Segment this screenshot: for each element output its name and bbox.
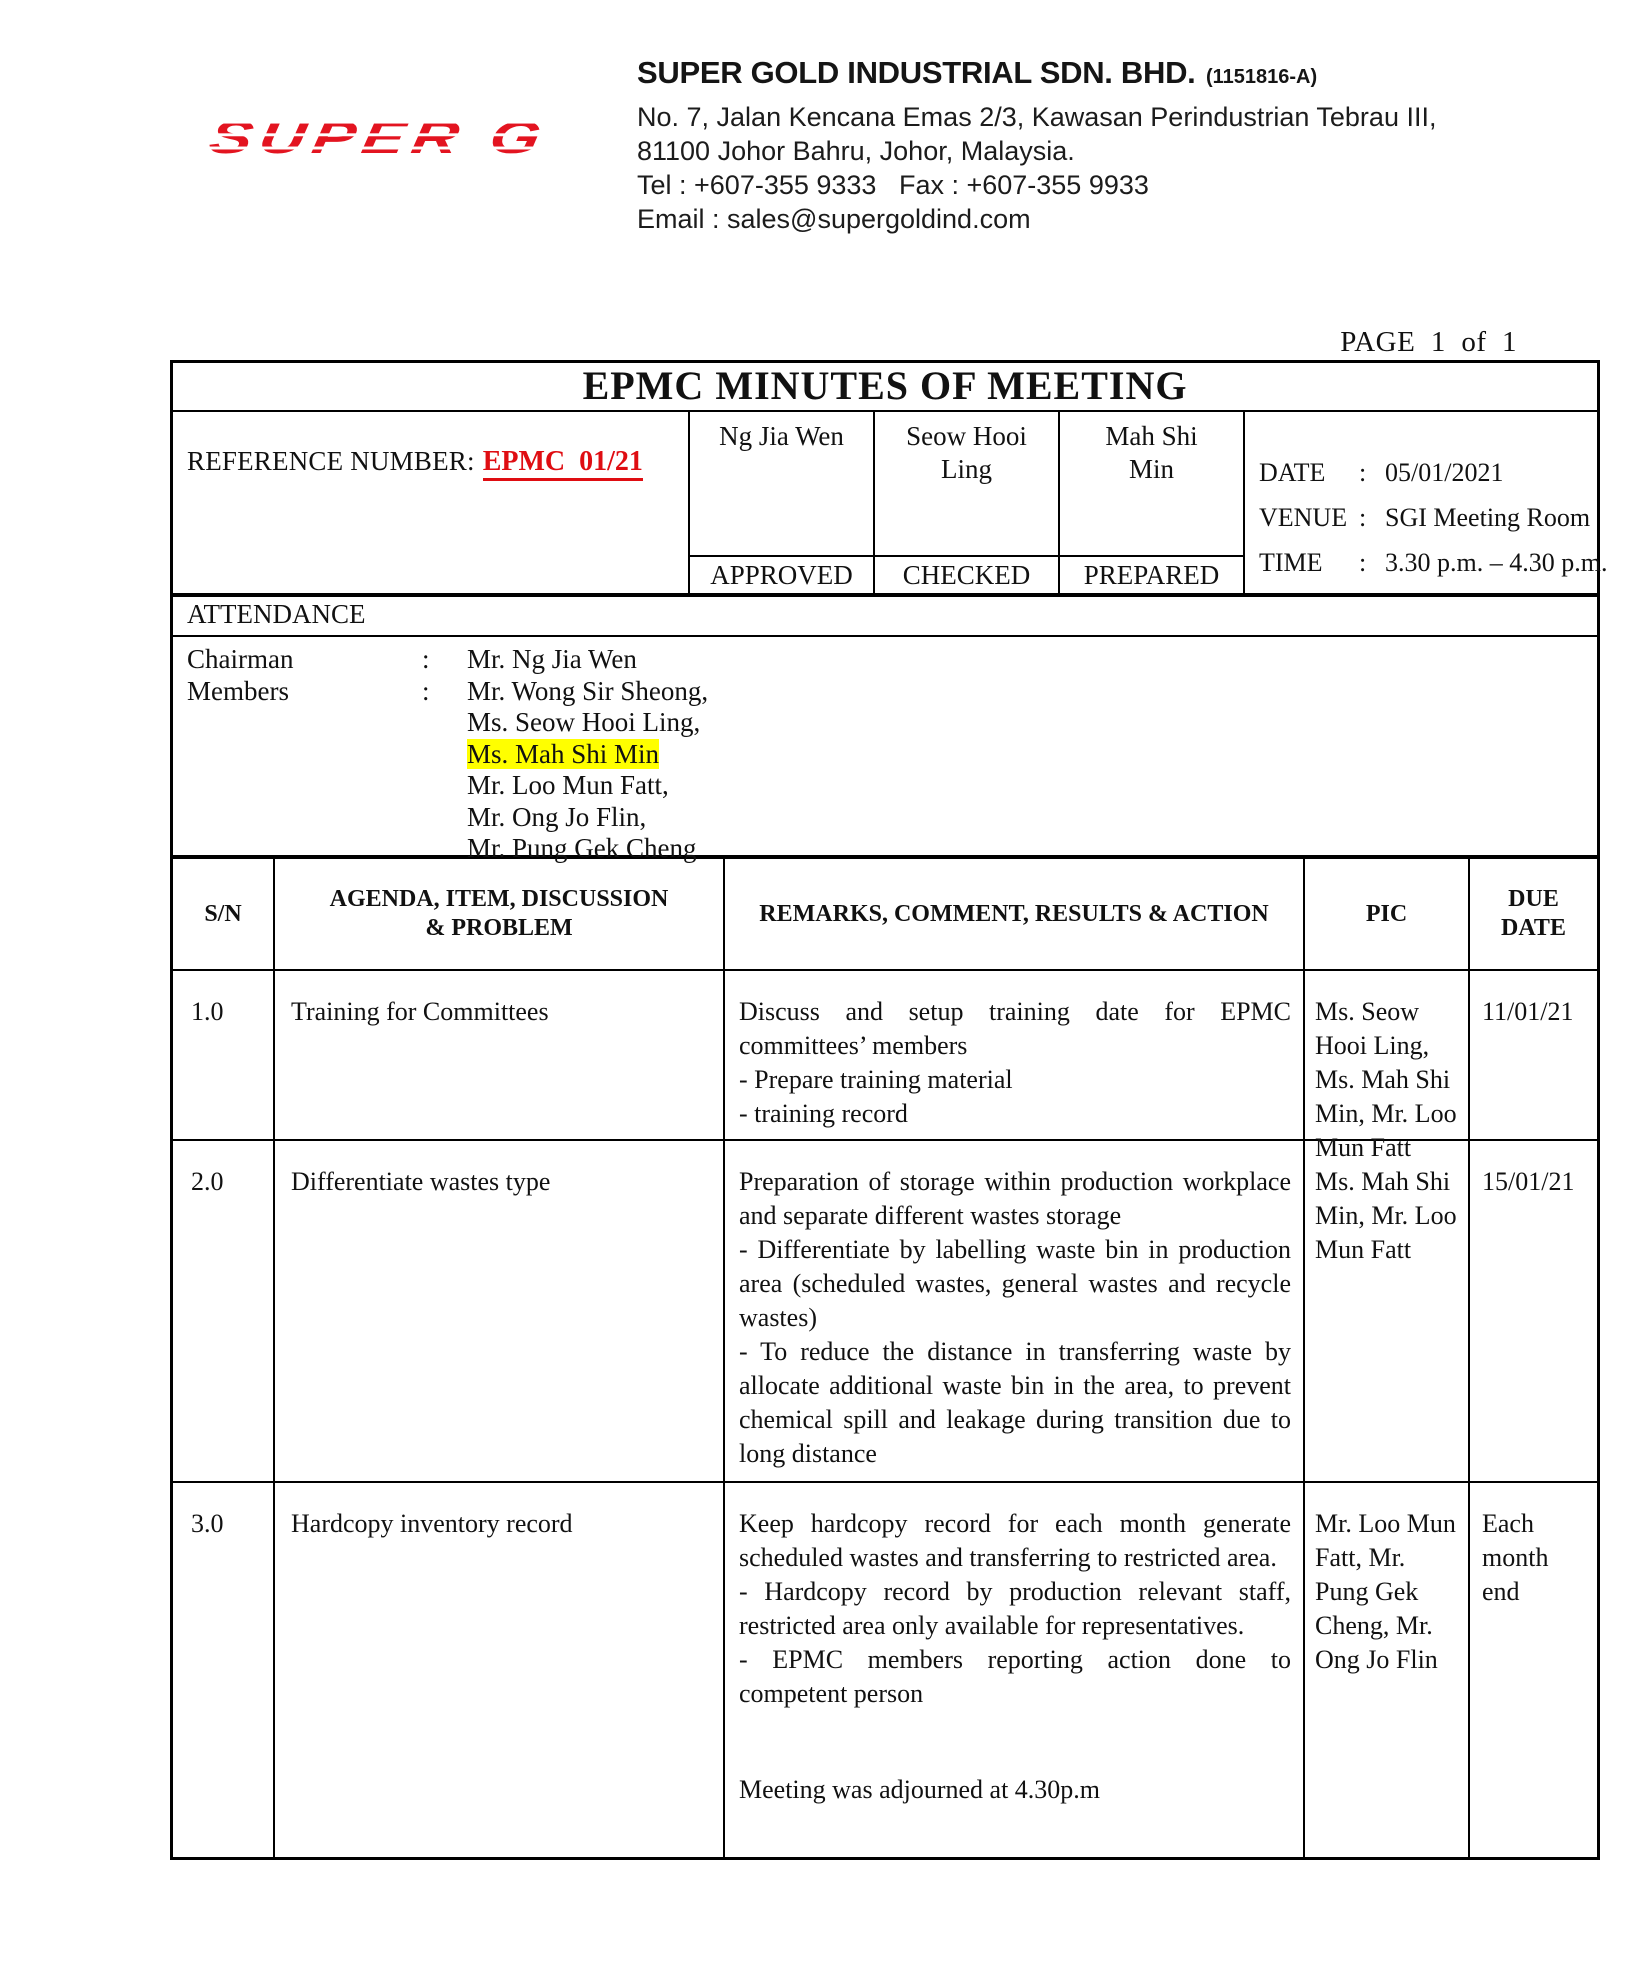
row-agenda: Training for Committees <box>273 971 723 1165</box>
meeting-date: DATE : 05/01/2021 <box>1259 458 1504 487</box>
row-pic: Ms. Mah Shi Min, Mr. Loo Mun Fatt <box>1303 1141 1468 1481</box>
header-pic: PIC <box>1303 859 1468 969</box>
company-address-line2: 81100 Johor Bahru, Johor, Malaysia. <box>637 136 1075 166</box>
company-address-line1: No. 7, Jalan Kencana Emas 2/3, Kawasan Perindustrian Tebrau III, <box>637 102 1437 132</box>
company-registration-number: (1151816-A) <box>1205 66 1318 88</box>
reference-number-value: EPMC 01/21 <box>483 446 643 481</box>
company-tel-fax: Tel : +607-355 9333 Fax : +607-355 9933 <box>637 170 1149 200</box>
company-name: SUPER GOLD INDUSTRIAL SDN. BHD. <box>637 55 1196 90</box>
attendance-member: Members : Mr. Wong Sir Sheong, <box>187 675 709 706</box>
minutes-table <box>170 360 1608 1860</box>
company-email: Email : sales@supergoldind.com <box>637 204 1031 234</box>
preparer-name: Mah Shi Min <box>1105 421 1198 484</box>
super-g-logo-text: SUPER G <box>205 111 552 163</box>
table-row <box>173 971 1597 1162</box>
header-agenda: AGENDA, ITEM, DISCUSSION & PROBLEM <box>273 859 723 969</box>
header-sn: S/N <box>204 900 242 927</box>
attendance-list <box>173 637 1597 863</box>
table-row <box>173 1141 1597 1483</box>
signature-cell-prepared <box>1058 412 1243 593</box>
row-pic: Ms. Seow Hooi Ling, Ms. Mah Shi Min, Mr. Loo Mun Fatt <box>1303 971 1468 1165</box>
approver-name: Ng Jia Wen <box>719 421 844 451</box>
row-remarks: Preparation of storage within production workplace and separate different wastes storage - Differentiate by labelling waste bin in production area (scheduled wastes, general wastes and recycle wastes) - To reduce the distance in transferring waste by allocate additional waste bin in the area, to prevent chemical spill and leakage during transition due to long distance <box>723 1141 1303 1481</box>
attendance-section-label: ATTENDANCE <box>173 593 1597 637</box>
row-due-date: 15/01/21 <box>1468 1141 1597 1481</box>
row-due-date: 11/01/21 <box>1468 971 1597 1165</box>
row-pic: Mr. Loo Mun Fatt, Mr. Pung Gek Cheng, Mr. Ong Jo Flin <box>1303 1483 1468 1857</box>
signature-band <box>173 412 1608 593</box>
header-due-date: DUE DATE <box>1468 859 1597 969</box>
adjournment-note: Meeting was adjourned at 4.30p.m <box>739 1775 1101 1804</box>
header-remarks: REMARKS, COMMENT, RESULTS & ACTION <box>723 859 1303 969</box>
attendance-member-highlighted: Ms. Mah Shi Min <box>467 738 660 769</box>
reference-number-label: REFERENCE NUMBER: <box>187 446 475 476</box>
row-due-date: Each month end <box>1468 1483 1597 1857</box>
meeting-time: TIME : 3.30 p.m. – 4.30 p.m. <box>1259 548 1608 577</box>
row-sn: 1.0 <box>191 997 224 1026</box>
table-row <box>173 1483 1597 1857</box>
row-remarks: Keep hardcopy record for each month generate scheduled wastes and transferring to restricted area. - Hardcopy record by production relevant staff, restricted area only available for representatives. - EPMC members reporting action done to competent person Meeting was adjourned at 4.30p.m <box>723 1483 1303 1857</box>
company-letterhead <box>637 52 1517 236</box>
row-remarks: Discuss and setup training date for EPMC committees’ members - Prepare training material - training record <box>723 971 1303 1165</box>
super-g-logo <box>205 102 610 172</box>
row-agenda: Differentiate wastes type <box>273 1141 723 1481</box>
attendance-member: Mr. Loo Mun Fatt, <box>467 770 669 800</box>
signature-cell-checked <box>873 412 1058 593</box>
checked-label: CHECKED <box>875 555 1058 593</box>
prepared-label: PREPARED <box>1060 555 1243 593</box>
row-sn: 2.0 <box>191 1167 224 1196</box>
row-agenda: Hardcopy inventory record <box>273 1483 723 1857</box>
agenda-table-header <box>173 859 1597 971</box>
attendance-chairman: Chairman : Mr. Ng Jia Wen <box>187 644 637 674</box>
attendance-member: Ms. Seow Hooi Ling, <box>467 707 701 737</box>
row-sn: 3.0 <box>191 1509 224 1538</box>
signature-cell-approved <box>688 412 873 593</box>
meeting-meta-cell <box>1243 412 1609 593</box>
page-indicator: PAGE 1 of 1 <box>1340 326 1517 358</box>
attendance-member: Mr. Pung Gek Cheng <box>467 833 697 863</box>
meeting-venue: VENUE : SGI Meeting Room <box>1259 503 1591 532</box>
attendance-member: Mr. Ong Jo Flin, <box>467 801 647 832</box>
reference-number-cell <box>173 412 688 593</box>
document-title: EPMC MINUTES OF MEETING <box>173 363 1597 412</box>
checker-name: Seow Hooi Ling <box>906 421 1027 484</box>
approved-label: APPROVED <box>690 555 873 593</box>
